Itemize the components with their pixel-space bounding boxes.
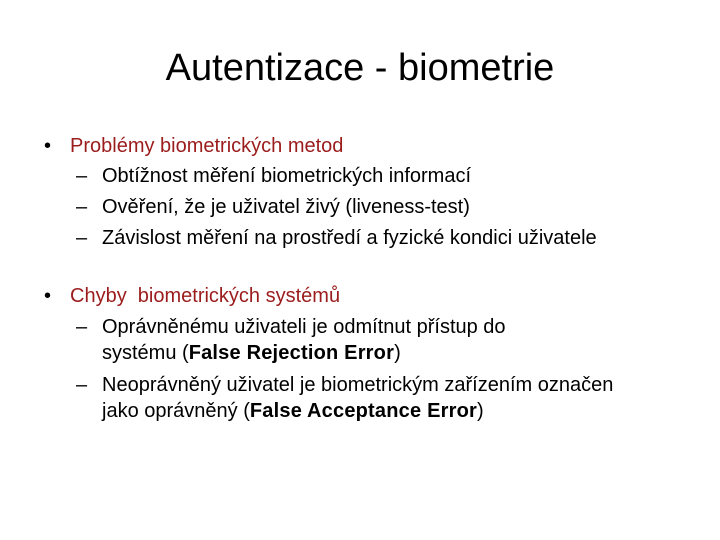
sub-item-text-before: Neoprávněný uživatel je biometrickým zařízením označen jako oprávněný ( xyxy=(102,374,614,422)
sub-item-text-before: Oprávněnému uživateli je odmítnut přístup do systému ( xyxy=(102,316,506,364)
false-acceptance-term: False Acceptance Error xyxy=(249,400,477,422)
bullet-problems xyxy=(44,133,684,159)
dash-marker: – xyxy=(76,196,88,218)
sub-item-text xyxy=(102,372,624,424)
sub-item-false-acceptance xyxy=(76,372,676,450)
sub-item-false-rejection xyxy=(76,314,676,366)
false-rejection-term: False Rejection Error xyxy=(188,342,395,364)
sub-item-text: Ověření, že je uživatel živý (liveness-test) xyxy=(102,196,470,218)
bullet-errors xyxy=(44,283,684,309)
dash-marker: – xyxy=(76,316,88,338)
sub-item-liveness xyxy=(76,194,676,220)
sub-item-text: Obtížnost měření biometrických informací xyxy=(102,165,472,187)
sub-item-text-after: ) xyxy=(394,342,401,364)
bullet-errors-text: Chyby biometrických systémů xyxy=(70,285,341,307)
sub-item-text xyxy=(102,314,582,366)
dash-marker: – xyxy=(76,165,88,187)
sub-item-text-after: ) xyxy=(476,400,484,422)
dash-marker: – xyxy=(76,227,88,249)
bullet-marker: • xyxy=(44,135,52,157)
sub-item-measurement-difficulty xyxy=(76,163,676,189)
bullet-marker: • xyxy=(44,285,52,307)
sub-item-environment-dependence xyxy=(76,225,676,277)
sub-item-text: Závislost měření na prostředí a fyzické kondici uživatele xyxy=(102,227,597,249)
slide-title: Autentizace - biometrie xyxy=(165,47,555,89)
bullet-problems-text: Problémy biometrických metod xyxy=(70,135,344,157)
dash-marker: – xyxy=(76,374,88,396)
